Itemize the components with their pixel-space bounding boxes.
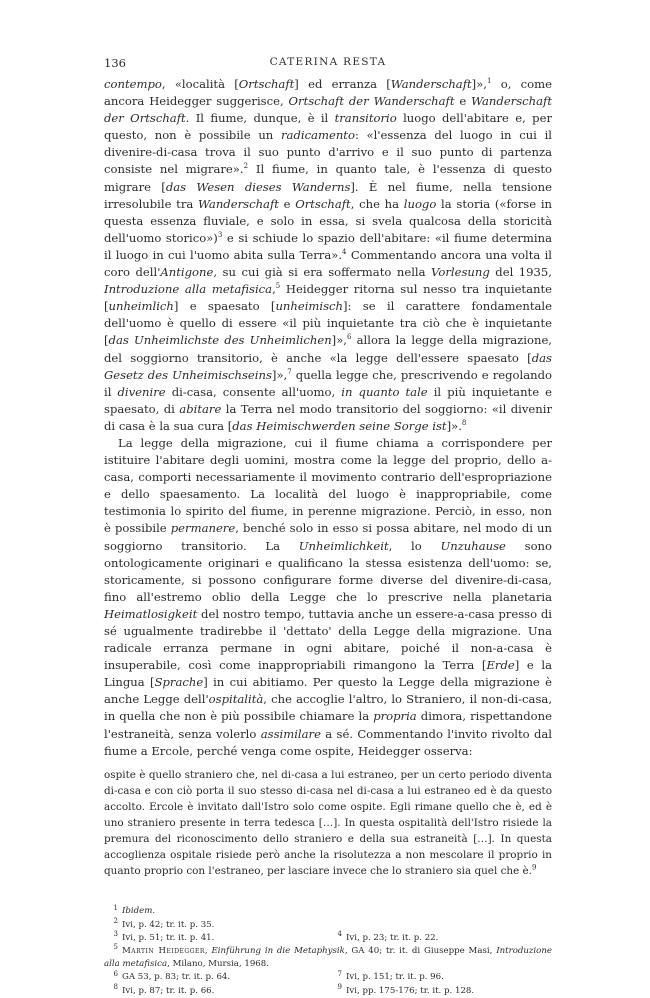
page-header xyxy=(104,56,552,76)
footnote: $^4$ Ivi, p. 23; tr. it. p. 22. xyxy=(337,929,439,943)
footnote-ref: 9 xyxy=(532,863,537,872)
text-run: , GA 40; tr. it. di Giuseppe Masi, xyxy=(344,946,497,957)
text-run: e xyxy=(278,196,296,211)
italic-text: Antigone xyxy=(160,265,214,280)
text-run: Ivi, p. 51; tr. it. p. 41. xyxy=(122,932,215,943)
italic-text: luogo xyxy=(403,196,437,211)
footnote-ref: 7 xyxy=(287,367,292,376)
text-run: ]», xyxy=(271,367,288,382)
italic-text: das Unheimlichste des Unheimlichen xyxy=(108,333,332,348)
italic-text: Sprache xyxy=(154,675,204,690)
text-run: GA 53, p. 83; tr. it. p. 64. xyxy=(122,972,231,983)
text-run: e xyxy=(454,94,472,109)
text-run: , su cui già si era soffermato nella xyxy=(213,265,432,280)
footnote-ref: 5 xyxy=(275,282,281,291)
footnote: $^8$ Ivi, p. 87; tr. it. p. 66. xyxy=(113,982,215,996)
italic-text: assimilare xyxy=(260,726,321,741)
text-run: ]», xyxy=(331,333,347,348)
text-run: ] in cui abitiamo. Per questo la Legge della migrazione è anche Legge dell' xyxy=(104,675,552,707)
italic-text: Wanderschaft xyxy=(390,77,472,91)
text-run: Ivi, p. 87; tr. it. p. 66. xyxy=(122,985,215,996)
italic-text: Ibidem xyxy=(122,906,153,917)
italic-text: divenire xyxy=(117,384,166,399)
italic-text: das Gesetz des Unheimischseins xyxy=(104,350,552,382)
text-run: Ivi, p. 42; tr. it. p. 35. xyxy=(122,919,215,930)
footnote-row xyxy=(104,905,552,918)
text-run: Il fiume, in quanto tale, è l'essenza di questo migrare [ xyxy=(104,162,553,194)
author-name: Martin Heidegger xyxy=(122,946,205,957)
text-run: , xyxy=(204,946,212,957)
italic-text: Unheimlichkeit xyxy=(298,538,389,553)
footnote-row xyxy=(104,971,552,984)
footnote-ref: 1 xyxy=(486,77,492,86)
text-run: ospite è quello straniero che, nel di-casa a lui estraneo, per un certo periodo diventa di-casa e con ciò porta il suo stesso di-casa nel di-casa a lui estraneo ed è da questo accolto. Ercole è invitato dall'Istro solo come ospite. Egli rimane quello che è, ed è uno straniero presente in terra tedesca […]. In questa ospitalità dell'Istro risiede la premura del riconoscimento dello straniero e della sua estraneità […]. In questa accoglienza ospitale risiede però anche la risolutezza a non mescolare il proprio in quanto proprio con l'estraneo, per lasciare invece che lo straniero sia quel che è. xyxy=(104,768,552,878)
text-run: ]», xyxy=(471,77,487,91)
text-run: luogo dell'abitare e, per questo, non è possibile un xyxy=(104,111,552,143)
italic-text: radicamento xyxy=(280,128,355,143)
text-run: e si schiude lo spazio dell'abitare: «il fiume determina il luogo in cui l'uomo abita sulla Terra». xyxy=(104,230,553,262)
text-run: , che ha xyxy=(350,196,404,211)
text-run: Ivi, p. 151; tr. it. p. 96. xyxy=(346,972,444,983)
text-run: del 1935, xyxy=(489,265,552,280)
text-run: , xyxy=(272,282,276,297)
italic-text: Introduzione alla metafisica xyxy=(104,946,552,970)
italic-text: Ortschaft xyxy=(238,77,295,91)
text-run: , benché solo in esso si possa abitare, nel modo di un soggiorno transitorio. La xyxy=(104,521,552,553)
paragraph xyxy=(104,435,552,760)
footnote: $^2$ Ivi, p. 42; tr. it. p. 35. xyxy=(113,916,215,930)
text-run: Commentando ancora una volta il coro dell' xyxy=(104,247,552,280)
italic-text: Heimatlosigkeit xyxy=(104,606,198,621)
text-run: allora la legge della migrazione, del soggiorno transitorio, è anche «la legge dell'essere spaesato [ xyxy=(104,333,552,365)
text-run: ] ed erranza [ xyxy=(294,77,391,91)
italic-text: transitorio xyxy=(334,111,397,126)
italic-text: das Heimischwerden seine Sorge ist xyxy=(232,418,447,433)
page-number: 136 xyxy=(104,56,126,70)
text-run: , lo xyxy=(388,538,441,553)
italic-text: unheimlich xyxy=(108,299,174,314)
text-run: . Il fiume, dunque, è il xyxy=(185,111,335,126)
italic-text: Introduzione alla metafisica xyxy=(104,282,273,297)
footnote: $^9$ Ivi, pp. 175-176; tr. it. p. 128. xyxy=(337,982,475,996)
italic-text: das Wesen dieses Wanderns xyxy=(165,179,351,194)
footnote: $^5$ Martin Heidegger, Einführung in die Metaphysik, GA 40; tr. it. di Giuseppe Masi, Introduzione alla metafisica, Milano, Mursia, 1968. xyxy=(104,943,552,970)
footnote: $^1$ Ibidem. xyxy=(113,903,156,917)
text-run: . xyxy=(152,906,156,917)
block-quote xyxy=(104,767,552,880)
book-page xyxy=(104,56,552,998)
footnote-row xyxy=(104,929,552,945)
running-title: CATERINA RESTA xyxy=(269,56,387,68)
footnote-ref: 2 xyxy=(243,162,249,171)
italic-text: Ortschaft xyxy=(295,196,351,211)
text-run: : «l'essenza del luogo in cui il divenire-di-casa trova il suo punto d'arrivo e il suo punto di partenza consiste nel migrare». xyxy=(104,128,552,177)
italic-text: abitare xyxy=(179,401,222,416)
footnote: $^6$ GA 53, p. 83; tr. it. p. 64. xyxy=(113,969,231,983)
text-run: , che accoglie l'altro, lo Straniero, il non-di-casa, in quella che non è più possibile chiamare la xyxy=(104,692,552,724)
footnote-ref: 8 xyxy=(461,419,467,428)
footnote-row xyxy=(104,945,552,971)
text-run: sono ontologicamente originari e qualificano la stessa esistenza dell'uomo: se, storicamente, si possono configurare forme diverse del divenire-di-casa, fino all'estremo oblio della Legge che lo prescrive nella planetaria xyxy=(104,538,552,604)
italic-text: Vorlesung xyxy=(431,265,490,280)
text-run: il più inquietante e spaesato, di xyxy=(104,384,553,416)
footnote-ref: 3 xyxy=(217,230,223,239)
italic-text: ospitalità xyxy=(208,692,264,707)
text-run: ] e spaesato [ xyxy=(173,299,276,314)
footnote-row xyxy=(104,982,552,998)
italic-text: Einführung in die Metaphysik xyxy=(211,946,345,957)
text-run: di-casa, consente all'uomo, xyxy=(165,384,342,399)
footnote-ref: 6 xyxy=(346,333,352,342)
italic-text: contempo xyxy=(104,77,162,91)
text-run: la storia («forse in questa essenza fluviale, e solo in essa, si svela qualcosa della storicità dell'uomo storico») xyxy=(104,196,552,245)
text-run: a sé. Commentando l'invito rivolto dal fiume a Ercole, perché venga come ospite, Heidegger osserva: xyxy=(104,726,553,758)
text-run: Ivi, p. 23; tr. it. p. 22. xyxy=(346,932,439,943)
text-run: , «località [ xyxy=(161,77,239,91)
italic-text: Wanderschaft xyxy=(198,196,279,211)
footnote: $^3$ Ivi, p. 51; tr. it. p. 41. xyxy=(113,929,215,943)
text-run: ] e la Lingua [ xyxy=(104,658,553,690)
italic-text: Erde xyxy=(486,658,515,673)
footnote: $^7$ Ivi, p. 151; tr. it. p. 96. xyxy=(337,969,444,983)
italic-text: in quanto tale xyxy=(341,384,428,399)
italic-text: Wanderschaft der Ortschaft xyxy=(104,94,552,126)
text-run: dimora, rispettandone l'estraneità, senza volerlo xyxy=(104,709,552,741)
text-run: ]». xyxy=(446,418,462,433)
text-run: o, come ancora Heidegger suggerisce, xyxy=(104,77,552,109)
text-run: quella legge che, prescrivendo e regolando il xyxy=(104,367,553,399)
italic-text: Unzuhause xyxy=(440,538,506,553)
footnote-row xyxy=(104,916,552,932)
footnotes xyxy=(104,905,552,997)
text-run: la Terra nel modo transitorio del soggiorno: «il divenir di casa è la sua cura [ xyxy=(104,401,552,433)
paragraph xyxy=(104,76,552,435)
italic-text: permanere xyxy=(170,521,236,536)
text-run: del nostro tempo, tuttavia anche un essere-a-casa presso di sé ugualmente tradirebbe il 'dettato' della Legge della migrazione. Una radicale erranza permane in ogni abitare, poiché il non-a-casa è insuperabile, così come inappropriabili rimangono la Terra [ xyxy=(104,606,552,673)
text-run: Heidegger ritorna sul nesso tra inquietante [ xyxy=(104,282,552,314)
body-text xyxy=(104,76,552,760)
italic-text: propria xyxy=(373,709,417,724)
text-run: ]: se il carattere fondamentale dell'uomo è quello di essere «il più inquietante tra ciò che è inquietante [ xyxy=(104,299,553,348)
italic-text: Ortschaft der Wanderschaft xyxy=(288,94,455,109)
text-run: ]. È nel fiume, nella tensione irresolubile tra xyxy=(104,179,552,211)
footnote-ref: 4 xyxy=(342,248,347,257)
text-run: La legge della migrazione, cui il fiume chiama a corrispondere per istituire l'abitare degli uomini, mostra come la legge del proprio, dello a-casa, comporti necessariamente il movimento contrario dell'espropriazione e dello spaesamento. La località del luogo è inappropriabile, come testimonia lo spirito del fiume, in perenne migrazione. Perciò, in esso, non è possibile xyxy=(104,435,552,536)
italic-text: unheimisch xyxy=(275,299,344,314)
text-run: , Milano, Mursia, 1968. xyxy=(167,959,269,970)
text-run: Ivi, pp. 175-176; tr. it. p. 128. xyxy=(346,985,475,996)
